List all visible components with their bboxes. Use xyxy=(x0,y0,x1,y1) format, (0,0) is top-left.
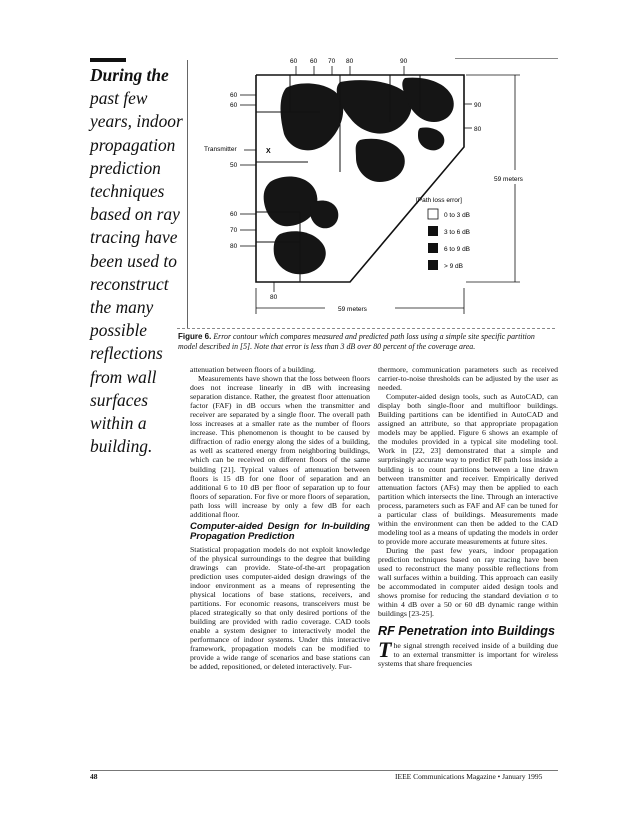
contour-label-right: 90 xyxy=(474,102,482,109)
contour-label-bottom: 80 xyxy=(270,294,278,301)
figure-left-border xyxy=(187,60,188,328)
legend-swatch-0-3db xyxy=(428,209,438,219)
pullquote-line: reflections xyxy=(90,343,163,364)
contour-label-left: 80 xyxy=(230,243,238,250)
paragraph-text: he signal strength received inside of a building due to an external transmitter is important for wireless systems that share frequencies xyxy=(378,641,558,669)
legend-title: [Path loss error] xyxy=(416,197,462,204)
dropcap: T xyxy=(378,637,392,663)
paragraph: thermore, communication parameters such as received carrier-to-noise thresholds can be adjusted by the user as needed. xyxy=(378,365,558,393)
pullquote-rule xyxy=(90,58,126,62)
error-regions xyxy=(264,78,454,275)
pullquote-line: prediction xyxy=(90,157,161,178)
pullquote-line: techniques xyxy=(90,181,165,202)
contour-label-top: 60 xyxy=(310,58,318,65)
journal-footer: IEEE Communications Magazine • January 1995 xyxy=(395,772,543,781)
pullquote-line: from wall xyxy=(90,366,157,387)
contour-label-left: 60 xyxy=(230,92,238,99)
caption-text: Error contour which compares measured and predicted path loss using a simple site specific partition model described in [5]. Note that error is less than 3 dB over 80 percent of the coverage area. xyxy=(178,332,535,351)
pullquote-line: within a xyxy=(90,413,147,434)
error-contour-figure xyxy=(190,52,558,326)
pullquote-line: tracing have xyxy=(90,227,178,248)
legend-swatch-6-9db xyxy=(428,243,438,253)
contour-label-left: 70 xyxy=(230,227,238,234)
paragraph: Computer-aided design tools, such as AutoCAD, can display both single-floor and multifloor buildings. Building partitions can be identified in AutoCAD and assigned an attribute, so that appropriate propagation models may be applied. Figure 6 shows an example of the modules provided in a typical site modeling tool. Work in [22, 23] demonstrated that a simple and surprisingly accurate way to predict RF path loss inside a building is to count partitions between a line drawn between transmitter and receiver. Empirically derived attenuation factors (AFs) may then be applied to each partition which intersects the line. Through an interactive process, parameters such as FAF and AF can be tuned for a particular class of buildings. Measurements made within the environment can then be added to the CAD modeling tool as a means of updating the models in order to provide more accurate measurements at future sites. xyxy=(378,392,558,546)
paragraph: attenuation between floors of a building. xyxy=(190,365,316,374)
paragraph: Statistical propagation models do not exploit knowledge of the physical surroundings to the degree that building drawings can provide. State-of-the-art propagation prediction uses computer-aided design drawings of the indoor environment as a means of representing the physical locations of base stations, receivers, and partitions. For economic reasons, transceivers must be placed strategically so that only desired portions of the building are provided with radio coverage. CAD tools enable a system designer to interactively model the performance of indoor systems. Under this interactive framework, propagation models can be modified to provide a wide range of scenarios and base stations can be added, repositioned, or deleted interactively. Fur- xyxy=(190,544,370,672)
pullquote-line: the many xyxy=(90,297,154,318)
legend-label: 6 to 9 dB xyxy=(444,246,471,253)
contour-label-left: 60 xyxy=(230,102,238,109)
transmitter-mark: X xyxy=(266,148,271,155)
transmitter-label: Transmitter xyxy=(204,146,237,153)
figure-bottom-rule xyxy=(177,328,555,329)
paragraph-with-dropcap xyxy=(378,637,558,669)
dimension-right-label: 59 meters xyxy=(494,176,523,183)
contour-label-top: 70 xyxy=(328,58,336,65)
dimension-bottom-label: 59 meters xyxy=(338,306,367,313)
legend-label: 0 to 3 dB xyxy=(444,212,471,219)
contour-label-left: 60 xyxy=(230,211,238,218)
legend-label: > 9 dB xyxy=(444,263,463,270)
pullquote-line: reconstruct xyxy=(90,273,169,294)
contour-label-left: 50 xyxy=(230,162,238,169)
contour-label-top: 60 xyxy=(290,58,298,65)
body-column-right xyxy=(378,365,558,668)
legend-swatch-over-9db xyxy=(428,260,438,270)
paragraph: During the past few years, indoor propagation prediction techniques based on ray tracing have been used to reconstruct the many possible reflections from wall surfaces within a building. This approach can easily be accommodated in computer aided design tools and shows promise for reducing the standard deviation σ to within 4 dB over a 50 or 60 dB dynamic range within buildings [23-25]. xyxy=(378,545,558,619)
paragraph: Measurements have shown that the loss between floors does not increase linearly in dB with increasing separation distance. Rather, the greatest floor attenuation factor (FAF) in dB occurs when the transmitter and receiver are separated by a single floor. The overall path loss increases at a smaller rate as the number of floors increase. This phenomenon is thought to be caused by diffraction of radio energy along the sides of a building, as well as scattered energy from neighboring buildings, which can be received on different floors of the same building [21]. Typical values of attenuation between floors is 15 dB for one floor of separation and an additional 6 to 10 dB per floor of separation up to four floors of separation. For five or more floors of separation, path loss will increase by only a few dB for each additional floor. xyxy=(190,374,370,519)
caption-label: Figure 6. xyxy=(178,332,212,341)
figure-caption xyxy=(178,332,556,351)
pullquote-line: propagation xyxy=(90,134,176,155)
contour-label-top: 80 xyxy=(346,58,354,65)
pullquote-line: surfaces xyxy=(90,389,148,410)
contour-label-right: 80 xyxy=(474,126,482,133)
pullquote-line: years, indoor xyxy=(90,111,183,132)
pullquote-line: building. xyxy=(90,436,153,457)
page-number: 48 xyxy=(90,772,98,781)
contour-label-top: 90 xyxy=(400,58,408,65)
section-heading: RF Penetration into Buildings xyxy=(378,624,556,639)
pullquote-line: been used to xyxy=(90,250,177,271)
section-heading: Computer-aided Design for In-building Propagation Prediction xyxy=(190,520,370,543)
pullquote-line: based on ray xyxy=(90,204,180,225)
legend-label: 3 to 6 dB xyxy=(444,229,471,236)
pullquote-line: During the xyxy=(90,65,169,85)
pullquote-line: possible xyxy=(90,320,148,341)
pullquote-line: past few xyxy=(90,88,148,109)
footer-rule xyxy=(90,770,558,771)
body-column-left xyxy=(190,365,370,671)
legend-swatch-3-6db xyxy=(428,226,438,236)
pullquote xyxy=(90,64,185,458)
